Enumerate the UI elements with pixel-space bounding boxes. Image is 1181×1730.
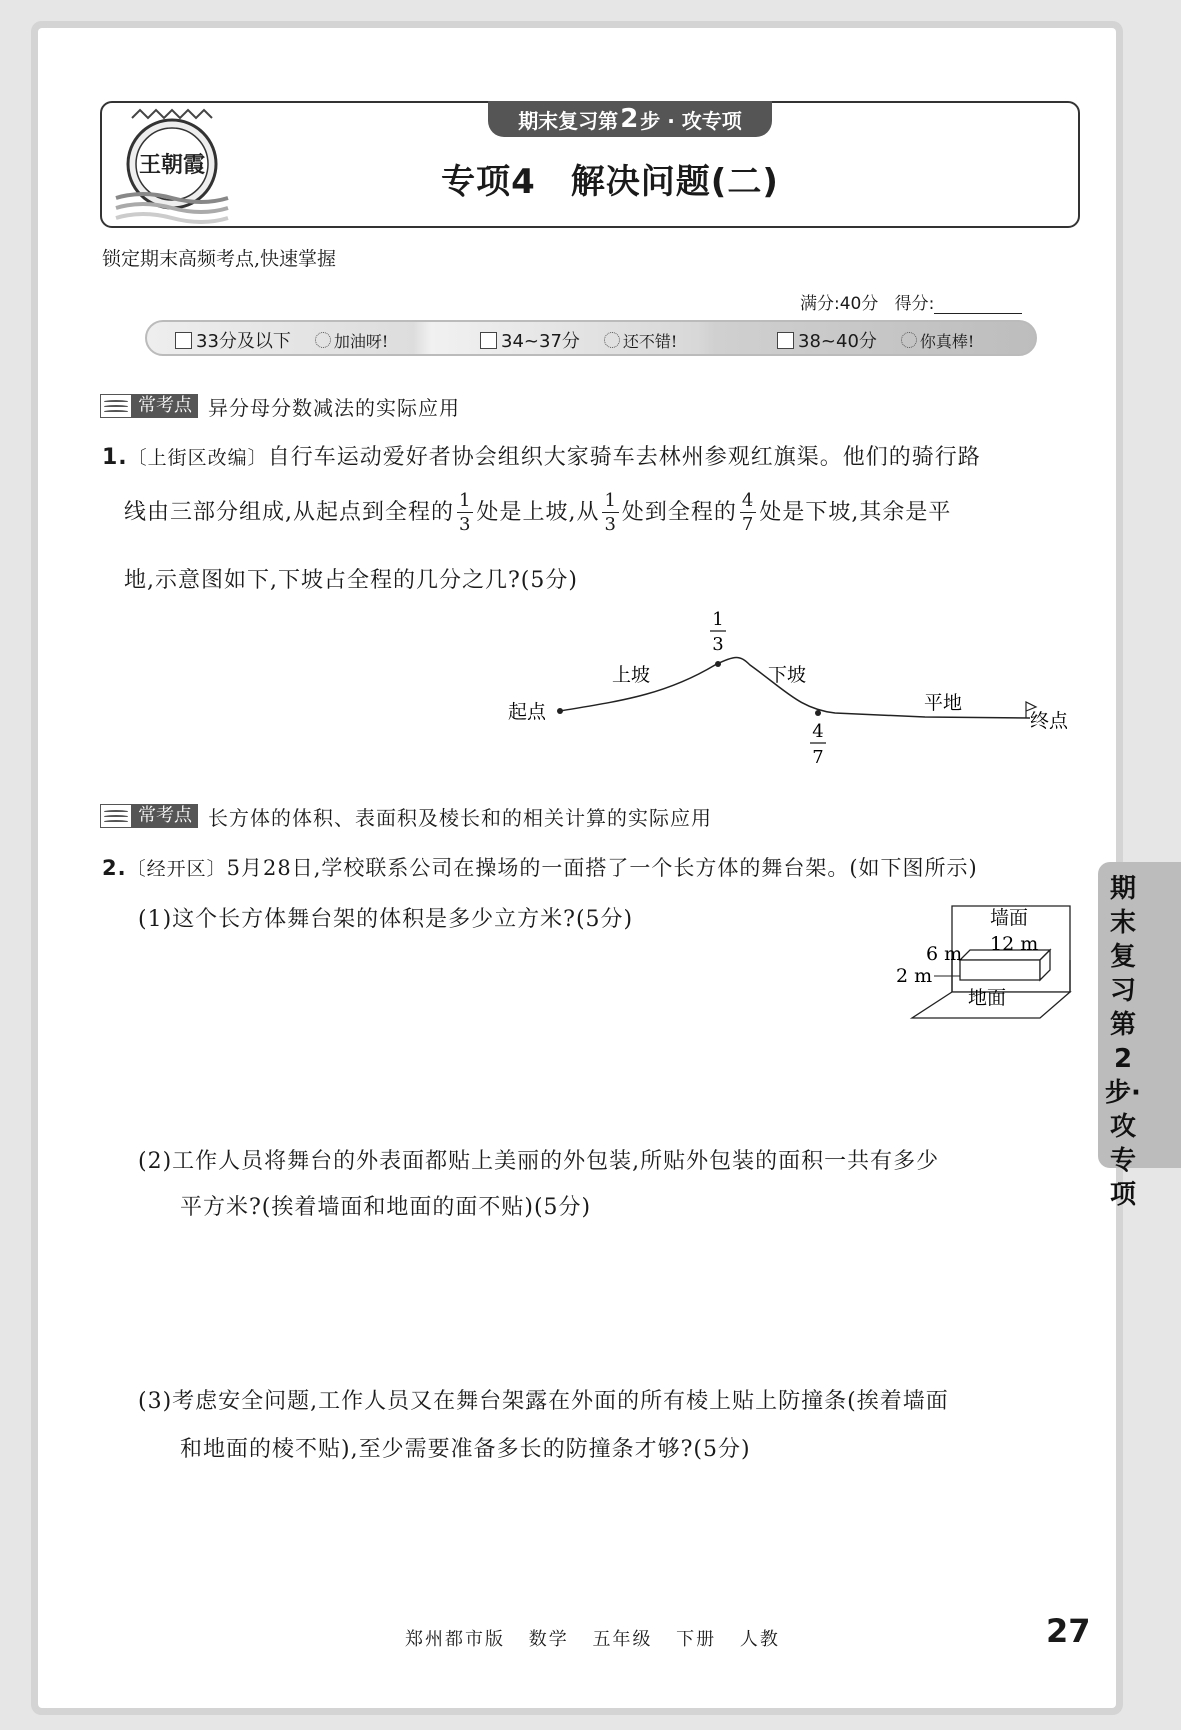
side-tab-label: 期末复习第2步·攻专项 xyxy=(1105,874,1141,1210)
rating-range: 33分及以下 xyxy=(196,331,291,352)
q2-part3-line1: (3)考虑安全问题,工作人员又在舞台架露在外面的所有棱上贴上防撞条(挨着墙面 xyxy=(138,1389,949,1414)
section-label: 常考点 xyxy=(132,804,198,828)
fraction: $\frac{1}{3}$ xyxy=(604,490,617,535)
q1-line1 xyxy=(102,440,981,471)
fraction: $\frac{4}{7}$ xyxy=(741,490,755,535)
ground-label: 地面 xyxy=(968,987,1007,1009)
start-label: 起点 xyxy=(508,701,547,723)
box-front xyxy=(960,960,1040,980)
wave-icon xyxy=(100,394,132,418)
subtitle: 锁定期末高频考点,快速掌握 xyxy=(102,248,337,270)
q2-part2-line1: (2)工作人员将舞台的外表面都贴上美丽的外包装,所贴外包装的面积一共有多少 xyxy=(138,1149,940,1174)
stage-figure xyxy=(890,900,1080,1024)
section-label: 常考点 xyxy=(132,394,198,418)
logo-text: 王朝霞 xyxy=(138,152,206,178)
rating-checkbox[interactable] xyxy=(777,332,794,349)
fraction: $\frac{1}{3}$ xyxy=(459,490,472,535)
face-icon xyxy=(901,332,917,348)
rating-checkbox[interactable] xyxy=(175,332,192,349)
stage-tab-suffix: 步 · 攻专项 xyxy=(640,108,742,133)
wave-icon xyxy=(100,804,132,828)
q2-part2-line2: 平方米?(挨着墙面和地面的面不贴)(5分) xyxy=(180,1195,592,1220)
page-number: 27 xyxy=(1046,1612,1091,1650)
route-diagram xyxy=(500,605,1090,775)
wall-label: 墙面 xyxy=(990,907,1029,929)
downhill-label: 下坡 xyxy=(768,664,807,686)
start-point xyxy=(557,708,563,714)
rating-range: 34~37分 xyxy=(501,331,580,352)
flat-label: 平地 xyxy=(924,692,963,714)
q2-part1: (1)这个长方体舞台架的体积是多少立方米?(5分) xyxy=(138,907,634,932)
stage-tab xyxy=(488,101,772,137)
q1-text: 处是上坡,从 xyxy=(476,500,600,525)
section-tag-2 xyxy=(100,803,712,829)
section-topic: 长方体的体积、表面积及棱长和的相关计算的实际应用 xyxy=(208,805,712,830)
face-icon xyxy=(315,332,331,348)
valley-denominator: 7 xyxy=(812,747,824,768)
footer-edition: 郑州都市版 数学 五年级 下册 人教 xyxy=(405,1629,780,1650)
rating-low xyxy=(175,327,388,353)
q1-text: 自行车运动爱好者协会组织大家骑车去林州参观红旗渠。他们的骑行路 xyxy=(267,445,981,470)
rating-cheer xyxy=(315,329,388,352)
valley-numerator: 4 xyxy=(812,721,824,742)
q1-text: 处到全程的 xyxy=(621,500,737,525)
q2-source: 〔经开区〕 xyxy=(126,858,227,880)
cheer-text: 还不错! xyxy=(622,331,678,351)
q1-line2 xyxy=(124,492,951,534)
cheer-text: 你真棒! xyxy=(919,331,975,351)
rating-checkbox[interactable] xyxy=(480,332,497,349)
rating-range: 38~40分 xyxy=(798,331,877,352)
width-label: 6 m xyxy=(926,943,963,965)
end-label: 终点 xyxy=(1030,710,1069,732)
length-label: 12 m xyxy=(990,933,1039,955)
rating-cheer xyxy=(604,329,677,352)
q1-line3: 地,示意图如下,下坡占全程的几分之几?(5分) xyxy=(124,568,578,593)
rating-cheer xyxy=(901,329,974,352)
q1-text: 线由三部分组成,从起点到全程的 xyxy=(124,500,454,525)
score-blank[interactable] xyxy=(934,296,1022,314)
q2-text: 5月28日,学校联系公司在操场的一面搭了一个长方体的舞台架。(如下图所示) xyxy=(226,856,978,880)
q2-number: 2. xyxy=(102,856,127,880)
publisher-logo xyxy=(112,106,232,224)
score-line xyxy=(800,289,1022,314)
uphill-label: 上坡 xyxy=(612,664,651,686)
q2-intro xyxy=(102,852,978,882)
score-label: 得分: xyxy=(894,294,935,314)
rating-mid xyxy=(480,327,677,353)
valley-point xyxy=(815,710,821,716)
peak-point xyxy=(715,661,721,667)
stage-tab-prefix: 期末复习第 xyxy=(518,108,619,133)
cheer-text: 加油呀! xyxy=(333,331,389,351)
section-topic: 异分母分数减法的实际应用 xyxy=(208,395,460,420)
q1-number: 1. xyxy=(102,445,128,470)
height-label: 2 m xyxy=(896,965,933,987)
peak-denominator: 3 xyxy=(712,634,724,655)
full-score: 满分:40分 xyxy=(800,294,879,314)
section-tag-1 xyxy=(100,393,460,419)
q1-text: 处是下坡,其余是平 xyxy=(759,500,952,525)
stage-tab-step: 2 xyxy=(620,104,639,134)
face-icon xyxy=(604,332,620,348)
q1-source: 〔上街区改编〕 xyxy=(127,447,268,469)
q2-part3-line2: 和地面的棱不贴),至少需要准备多长的防撞条才够?(5分) xyxy=(180,1437,751,1462)
peak-numerator: 1 xyxy=(712,609,724,630)
rating-high xyxy=(777,327,974,353)
page-title: 专项4 解决问题(二) xyxy=(441,162,779,202)
